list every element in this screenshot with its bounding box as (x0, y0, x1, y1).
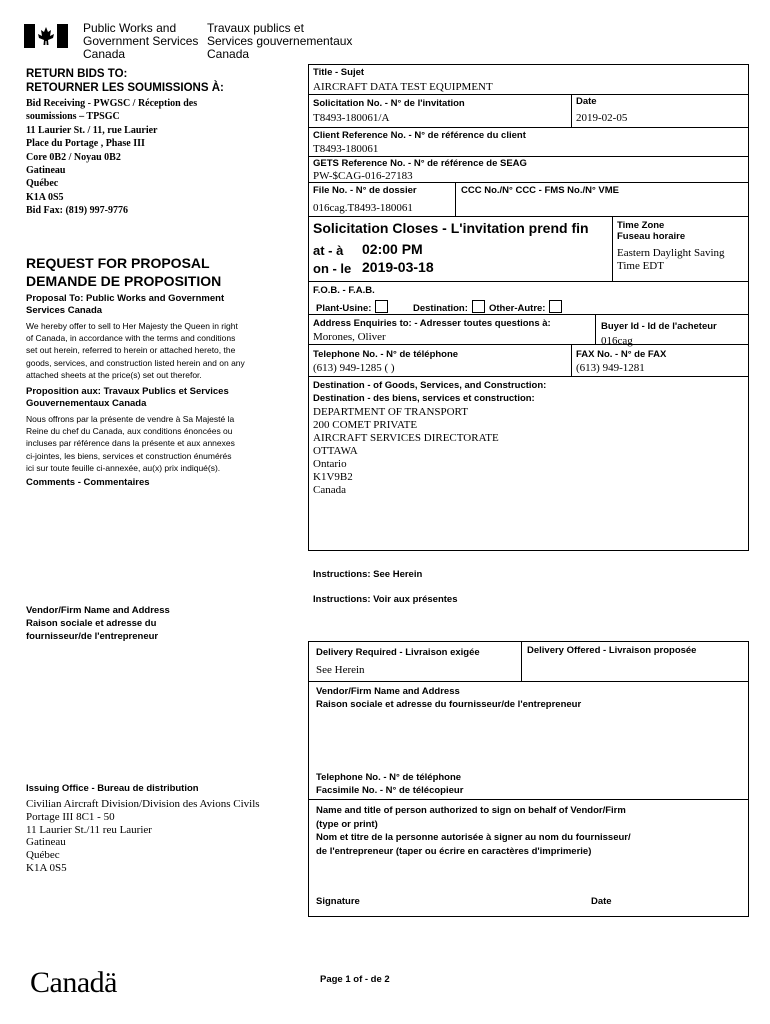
client-reference-label: Client Reference No. - N° de référence du client (313, 130, 526, 141)
vendor-firm-label-left: Vendor/Firm Name and Address Raison sociale et adresse du fournisseur/de l'entrepreneur (26, 605, 170, 642)
fob-label: F.O.B. - F.A.B. (313, 285, 375, 296)
destination-label: Destination - of Goods, Services, and Construction: Destination - des biens, services et construction: (313, 380, 547, 404)
canada-wordmark: Canadä (30, 966, 117, 999)
return-bids-title: RETURN BIDS TO: RETOURNER LES SOUMISSIONS À: (26, 68, 224, 94)
ccc-number-label: CCC No./N° CCC - FMS No./N° VME (461, 185, 620, 196)
solicitation-label: Solicitation No. - N° de l'invitation (313, 98, 465, 109)
solicitation-closes-title: Solicitation Closes - L'invitation prend fin (313, 220, 589, 236)
fax-value: (613) 949-1281 (576, 362, 645, 374)
solicitation-value: T8493-180061/A (313, 112, 390, 124)
fob-destination-checkbox[interactable] (472, 300, 485, 313)
fob-other-label: Other-Autre: (489, 303, 546, 314)
department-name-en: Public Works and Government Services Canada (83, 21, 199, 61)
telephone-label: Telephone No. - N° de téléphone (313, 349, 459, 360)
delivery-required-label: Delivery Required - Livraison exigée (316, 647, 480, 658)
time-zone-value: Eastern Daylight Saving Time EDT (617, 247, 725, 272)
fob-destination (413, 300, 485, 314)
file-number-value: 016cag.T8493-180061 (313, 202, 413, 214)
time-zone-label: Time Zone Fuseau horaire (617, 220, 686, 242)
issuing-office-label: Issuing Office - Bureau de distribution (26, 783, 199, 794)
department-name-fr: Travaux publics et Services gouvernementaux Canada (207, 21, 353, 61)
file-number-label: File No. - N° de dossier (313, 185, 417, 196)
closes-at-label: at - à (313, 243, 344, 258)
tel-fax-labels: Telephone No. - N° de téléphone Facsimile No. - N° de télécopieur (316, 772, 464, 796)
buyer-id-value: 016cag (601, 335, 633, 347)
fax-label: FAX No. - N° de FAX (576, 349, 667, 360)
gets-reference-value: PW-$CAG-016-27183 (313, 170, 413, 182)
canada-flag-logo (24, 24, 68, 48)
title-value: AIRCRAFT DATA TEST EQUIPMENT (313, 81, 493, 93)
closes-date: 2019-03-18 (362, 259, 434, 275)
fob-plant-checkbox[interactable] (375, 300, 388, 313)
instructions-en: Instructions: See Herein (313, 569, 423, 580)
telephone-value: (613) 949-1285 ( ) (313, 362, 395, 374)
vendor-firm-input-area[interactable] (316, 712, 742, 768)
fob-other (489, 300, 562, 314)
delivery-required-value: See Herein (316, 664, 365, 676)
gets-reference-label: GETS Reference No. - N° de référence de SEAG (313, 158, 527, 169)
instructions-fr: Instructions: Voir aux présentes (313, 594, 458, 605)
proposal-to-heading: Proposal To: Public Works and Government Services Canada (26, 293, 225, 316)
title-label: Title - Sujet (313, 67, 365, 78)
closes-time: 02:00 PM (362, 241, 423, 257)
rfp-title: REQUEST FOR PROPOSAL DEMANDE DE PROPOSITION (26, 255, 222, 289)
buyer-id-label: Buyer Id - Id de l'acheteur (601, 321, 717, 332)
fob-plant (316, 300, 388, 314)
client-reference-value: T8493-180061 (313, 143, 379, 155)
fob-destination-label: Destination: (413, 303, 468, 314)
proposal-to-body: We hereby offer to sell to Her Majesty the Queen in right of Canada, in accordance with the terms and conditions set out herein, referred to herein or attached hereto, the goods, services, and construction listed herein and on any attached sheets at the price(s) set out therefor. (26, 321, 245, 380)
return-bids-address: Bid Receiving - PWGSC / Réception des soumissions – TPSGC 11 Laurier St. / 11, rue Laurier Place du Portage , Phase III Core 0B2 / Noyau 0B2 Gatineau Québec K1A 0S5 Bid Fax: (819) 997-9776 (26, 98, 198, 217)
authorized-signer-label: Name and title of person authorized to sign on behalf of Vendor/Firm (type or print) Nom et titre de la personne autorisée à signer au nom du fournisseur/ de l'entrepreneur (taper ou écrire en caractères d'imprimerie) (316, 805, 631, 857)
address-enquiries-label: Address Enquiries to: - Adresser toutes questions à: (313, 318, 551, 329)
delivery-offered-label: Delivery Offered - Livraison proposée (527, 645, 697, 656)
fob-other-checkbox[interactable] (549, 300, 562, 313)
signature-label: Signature (316, 896, 360, 907)
closes-on-label: on - le (313, 261, 352, 276)
vendor-firm-label-right: Vendor/Firm Name and Address Raison sociale et adresse du fournisseur/de l'entrepreneur (316, 686, 582, 710)
signature-date-label: Date (591, 896, 612, 907)
flag-icon (24, 24, 68, 48)
proposition-aux-body: Nous offrons par la présente de vendre à Sa Majesté la Reine du chef du Canada, aux conditions énoncées ou incluses par référence dans la présente et aux annexes ci-jointes, les biens, services et construction énumérés ici sur toute feuille ci-annexée, au(x) prix indiqué(s). (26, 414, 235, 473)
issuing-office-address: Civilian Aircraft Division/Division des Avions Civils Portage III 8C1 - 50 11 Laurier St./11 reu Laurier Gatineau Québec K1A 0S5 (26, 798, 260, 874)
destination-address: DEPARTMENT OF TRANSPORT 200 COMET PRIVATE AIRCRAFT SERVICES DIRECTORATE OTTAWA Ontario K1V9B2 Canada (313, 406, 499, 496)
date-label: Date (576, 96, 597, 107)
page-number: Page 1 of - de 2 (320, 974, 390, 985)
proposition-aux-heading: Proposition aux: Travaux Publics et Services Gouvernementaux Canada (26, 386, 229, 409)
comments-label: Comments - Commentaires (26, 477, 150, 488)
date-value: 2019-02-05 (576, 112, 628, 124)
address-enquiries-value: Morones, Oliver (313, 331, 386, 343)
fob-plant-label: Plant-Usine: (316, 303, 372, 314)
